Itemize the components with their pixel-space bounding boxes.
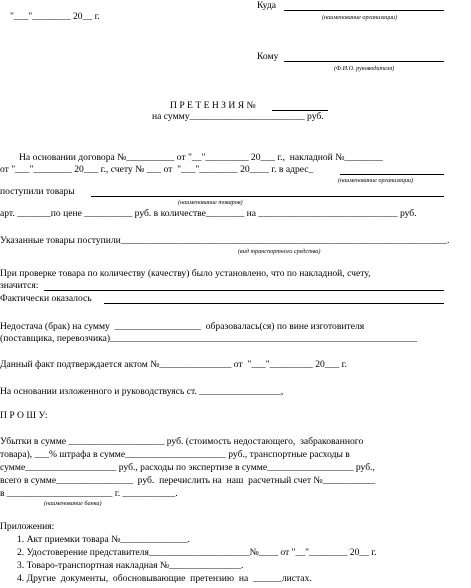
transport-line: Указанные товары поступили____________________________________________________________________.: [0, 235, 450, 246]
request-heading: П Р О Ш У:: [0, 410, 48, 421]
to-field-underline: [284, 10, 444, 11]
fault-line: (поставщика, перевозчика)________________________________________________________________: [0, 333, 418, 344]
shortage-line: Недостача (брак) на сумму __________________ образовалась(ся) по вине изготовителя: [0, 321, 365, 332]
goods-received-label: поступили товары: [0, 186, 75, 197]
recipient-underline: [340, 174, 444, 175]
document-title: П Р Е Т Е Н З И Я №: [170, 100, 256, 111]
inspection-line: При проверке товара по количеству (качеству) было установлено, что по накладной, счету,: [0, 268, 371, 279]
recipient-caption: (наименование организации): [338, 177, 414, 184]
actual-label: Фактически оказалось: [0, 293, 92, 304]
transport-caption: (вид транспортного средства): [238, 248, 321, 255]
request-line-2: товара), ___% штрафа в сумме_____________________ руб., транспортные расходы в: [0, 449, 350, 460]
to-caption: (наименование организации): [322, 14, 398, 21]
attachment-item: 1. Акт приемки товара №______________.: [17, 534, 190, 545]
claim-amount-line: на сумму________________________ руб.: [152, 111, 324, 122]
goods-underline: [91, 196, 444, 197]
listed-label: значится:: [0, 280, 39, 291]
invoice-line: от "___"________ 20___ г., счету № ___ от "___"________ 20____ г. в адрес_: [0, 164, 314, 175]
whom-label: Кому: [257, 51, 279, 62]
article-price-line: арт. _______по цене __________ руб. в количестве________ на _____________________________ руб.: [0, 208, 417, 219]
date-line: "___"________ 20__ г.: [10, 11, 100, 22]
to-label: Куда: [257, 0, 277, 11]
bank-caption: (наименование банка): [44, 500, 102, 507]
attachment-item: 4. Другие документы, обосновывающие претензию на ______листах.: [17, 573, 312, 584]
act-line: Данный факт подтверждается актом №_______________ от "___"_________ 20___ г.: [0, 359, 347, 370]
request-line-5: в ______________________ г. ___________.: [0, 488, 178, 499]
based-on-line: На основании изложенного и руководствуясь ст. _________________,: [0, 386, 284, 397]
attachment-item: 2. Удостоверение представителя_____________________№____ от "__"________ 20__ г.: [17, 547, 377, 558]
attachment-item: 3. Товаро-транспортная накладная №_______________.: [17, 560, 244, 571]
goods-caption: (наименование товаров): [178, 199, 243, 206]
listed-underline: [44, 290, 444, 291]
request-line-4: всего в сумме________________ руб. перечислить на наш расчетный счет №___________: [0, 475, 376, 486]
whom-caption: (Ф.И.О. руководителя): [334, 65, 395, 72]
actual-underline: [104, 303, 444, 304]
request-line-3: сумме___________________ руб., расходы по экспертизе в сумме__________________ руб.,: [0, 462, 375, 473]
request-line-1: Убытки в сумме ____________________ руб. (стоимость недостающего, забракованного: [0, 436, 364, 447]
whom-field-underline: [284, 61, 444, 62]
attachments-heading: Приложения:: [0, 521, 55, 532]
contract-line: На основании договора №__________ от "__"_________ 20___ г., накладной №________: [19, 152, 383, 163]
